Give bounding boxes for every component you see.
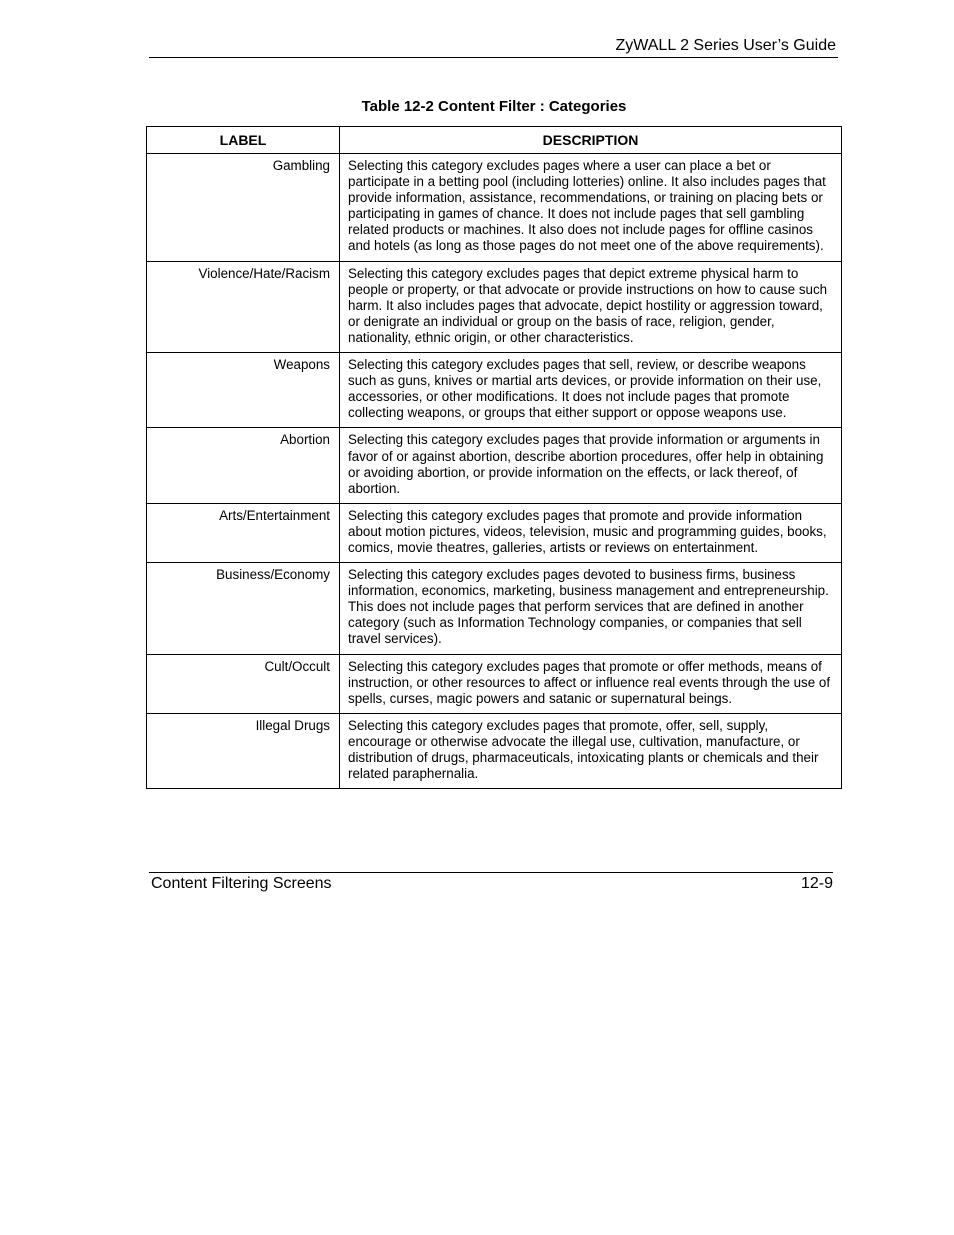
row-label: Weapons <box>147 353 340 428</box>
row-description: Selecting this category excludes pages that promote, offer, sell, supply, encourage or otherwise advocate the illegal use, cultivation, manufacture, or distribution of drugs, pharmaceuticals, intoxicating plants or chemicals and their related paraphernalia. <box>340 713 842 788</box>
row-description: Selecting this category excludes pages devoted to business firms, business information, economics, marketing, business management and entrepreneurship. This does not include pages that perform services that are defined in another category (such as Information Technology companies, or companies that sell travel services). <box>340 563 842 654</box>
row-description: Selecting this category excludes pages that promote or offer methods, means of instruction, or other resources to affect or influence real events through the use of spells, curses, magic powers and satanic or supernatural beings. <box>340 654 842 713</box>
table-row <box>147 654 842 713</box>
running-header: ZyWALL 2 Series User’s Guide <box>615 37 836 54</box>
table-row <box>147 713 842 788</box>
column-header-description: DESCRIPTION <box>340 127 842 154</box>
table-caption: Table 12-2 Content Filter : Categories <box>361 98 627 115</box>
row-label: Arts/Entertainment <box>147 503 340 562</box>
table-row <box>147 154 842 262</box>
row-description: Selecting this category excludes pages that promote and provide information about motion pictures, videos, television, music and programming guides, books, comics, movie theatres, galleries, artists or reviews on entertainment. <box>340 503 842 562</box>
table-header-row <box>147 127 842 154</box>
table-row <box>147 353 842 428</box>
column-header-label: LABEL <box>147 127 340 154</box>
categories-table <box>146 126 842 789</box>
row-description: Selecting this category excludes pages where a user can place a bet or participate in a betting pool (including lotteries) online. It also includes pages that provide information, assistance, recommendations, or training on placing bets or participating in games of chance. It does not include pages that sell gambling related products or machines. It also does not include pages for offline casinos and hotels (as long as those pages do not meet one of the above requirements). <box>340 154 842 262</box>
footer-page-number: 12-9 <box>800 875 833 892</box>
row-label: Business/Economy <box>147 563 340 654</box>
header-rule <box>149 57 838 58</box>
row-label: Gambling <box>147 154 340 262</box>
row-label: Abortion <box>147 428 340 503</box>
row-description: Selecting this category excludes pages that sell, review, or describe weapons such as guns, knives or martial arts devices, or provide information on their use, accessories, or other modifications. It does not include pages that promote collecting weapons, or groups that either support or oppose weapons use. <box>340 353 842 428</box>
row-description: Selecting this category excludes pages that depict extreme physical harm to people or property, or that advocate or provide instructions on how to cause such harm. It also includes pages that advocate, depict hostility or aggression toward, or denigrate an individual or group on the basis of race, religion, gender, nationality, ethnic origin, or other characteristics. <box>340 261 842 352</box>
table-row <box>147 428 842 503</box>
table-row <box>147 563 842 654</box>
table-row <box>147 261 842 352</box>
row-label: Illegal Drugs <box>147 713 340 788</box>
row-description: Selecting this category excludes pages that provide information or arguments in favor of or against abortion, describe abortion procedures, offer help in obtaining or avoiding abortion, or provide information on the effects, or lack thereof, of abortion. <box>340 428 842 503</box>
row-label: Cult/Occult <box>147 654 340 713</box>
footer-section-title: Content Filtering Screens <box>151 875 332 892</box>
table-row <box>147 503 842 562</box>
row-label: Violence/Hate/Racism <box>147 261 340 352</box>
footer-rule <box>149 872 833 873</box>
